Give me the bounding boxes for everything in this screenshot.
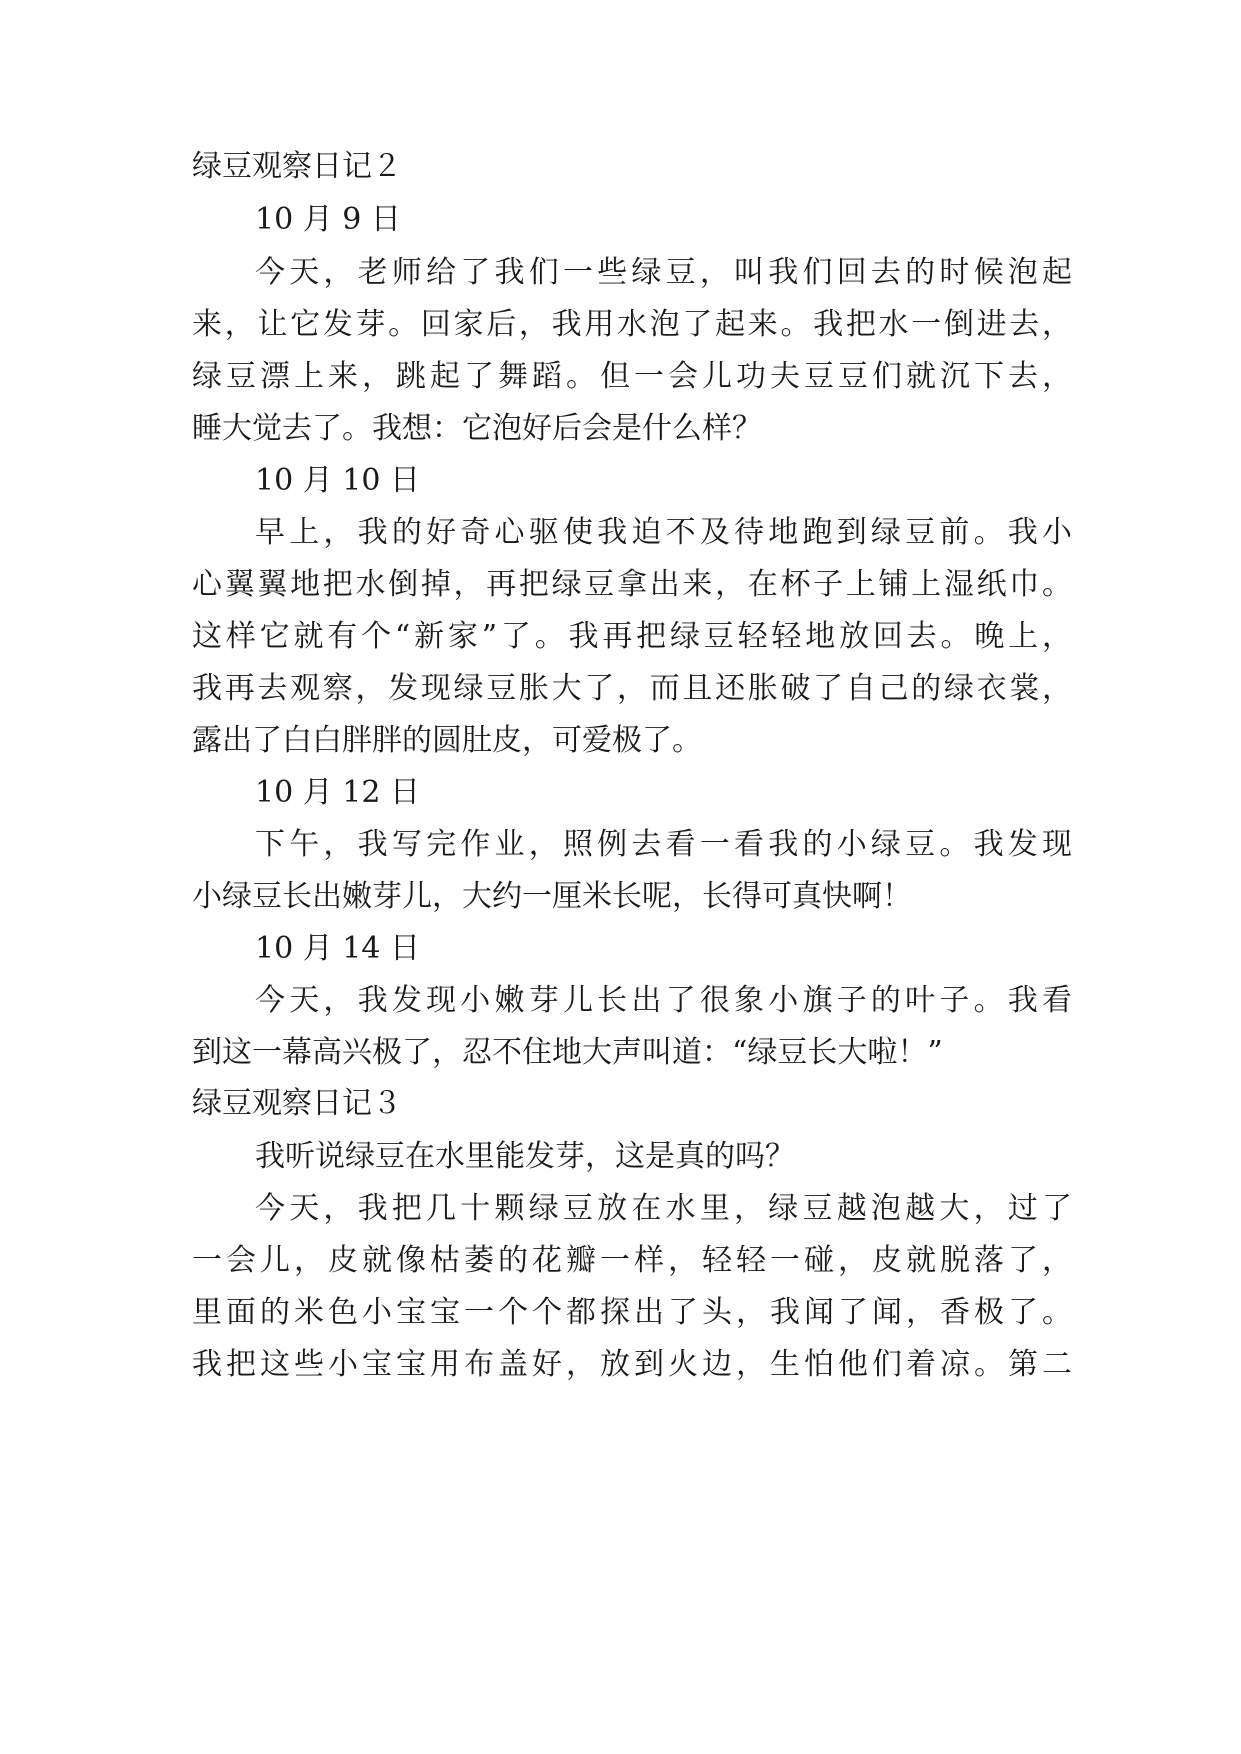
paragraph-line: 我听说绿豆在水里能发芽，这是真的吗？ (255, 1139, 795, 1174)
diary-date: 10 月 12 日 (255, 775, 420, 810)
paragraph-line: 里面的米色小宝宝一个个都探出了头，我闻了闻，香极了。 (192, 1295, 1072, 1330)
paragraph-line: 下午，我写完作业，照例去看一看我的小绿豆。我发现 (255, 827, 1072, 862)
paragraph-line: 这样它就有个“新家”了。我再把绿豆轻轻地放回去。晚上， (192, 619, 1072, 654)
diary-date: 10 月 9 日 (255, 202, 401, 237)
paragraph-line: 我把这些小宝宝用布盖好，放到火边，生怕他们着凉。第二 (192, 1347, 1072, 1382)
diary-title-3: 绿豆观察日记３ (192, 1086, 402, 1121)
diary-date: 10 月 14 日 (255, 931, 420, 966)
paragraph-line: 绿豆漂上来，跳起了舞蹈。但一会儿功夫豆豆们就沉下去， (192, 359, 1072, 394)
paragraph-line: 一会儿，皮就像枯萎的花瓣一样，轻轻一碰，皮就脱落了， (192, 1243, 1072, 1278)
diary-title-2: 绿豆观察日记２ (192, 149, 402, 184)
paragraph-line: 睡大觉去了。我想：它泡好后会是什么样？ (192, 411, 762, 446)
paragraph-line: 早上，我的好奇心驱使我迫不及待地跑到绿豆前。我小 (255, 515, 1072, 550)
paragraph-line: 今天，老师给了我们一些绿豆，叫我们回去的时候泡起 (255, 255, 1072, 290)
paragraph-line: 我再去观察，发现绿豆胀大了，而且还胀破了自己的绿衣裳， (192, 671, 1072, 706)
paragraph-line: 心翼翼地把水倒掉，再把绿豆拿出来，在杯子上铺上湿纸巾。 (192, 567, 1072, 602)
paragraph-line: 露出了白白胖胖的圆肚皮，可爱极了。 (192, 723, 702, 758)
paragraph-line: 到这一幕高兴极了，忍不住地大声叫道：“绿豆长大啦！” (192, 1035, 943, 1070)
paragraph-line: 今天，我把几十颗绿豆放在水里，绿豆越泡越大，过了 (255, 1191, 1072, 1226)
paragraph-line: 小绿豆长出嫩芽儿，大约一厘米长呢，长得可真快啊！ (192, 879, 912, 914)
diary-date: 10 月 10 日 (255, 463, 420, 498)
paragraph-line: 来，让它发芽。回家后，我用水泡了起来。我把水一倒进去， (192, 307, 1072, 342)
paragraph-line: 今天，我发现小嫩芽儿长出了很象小旗子的叶子。我看 (255, 983, 1072, 1018)
